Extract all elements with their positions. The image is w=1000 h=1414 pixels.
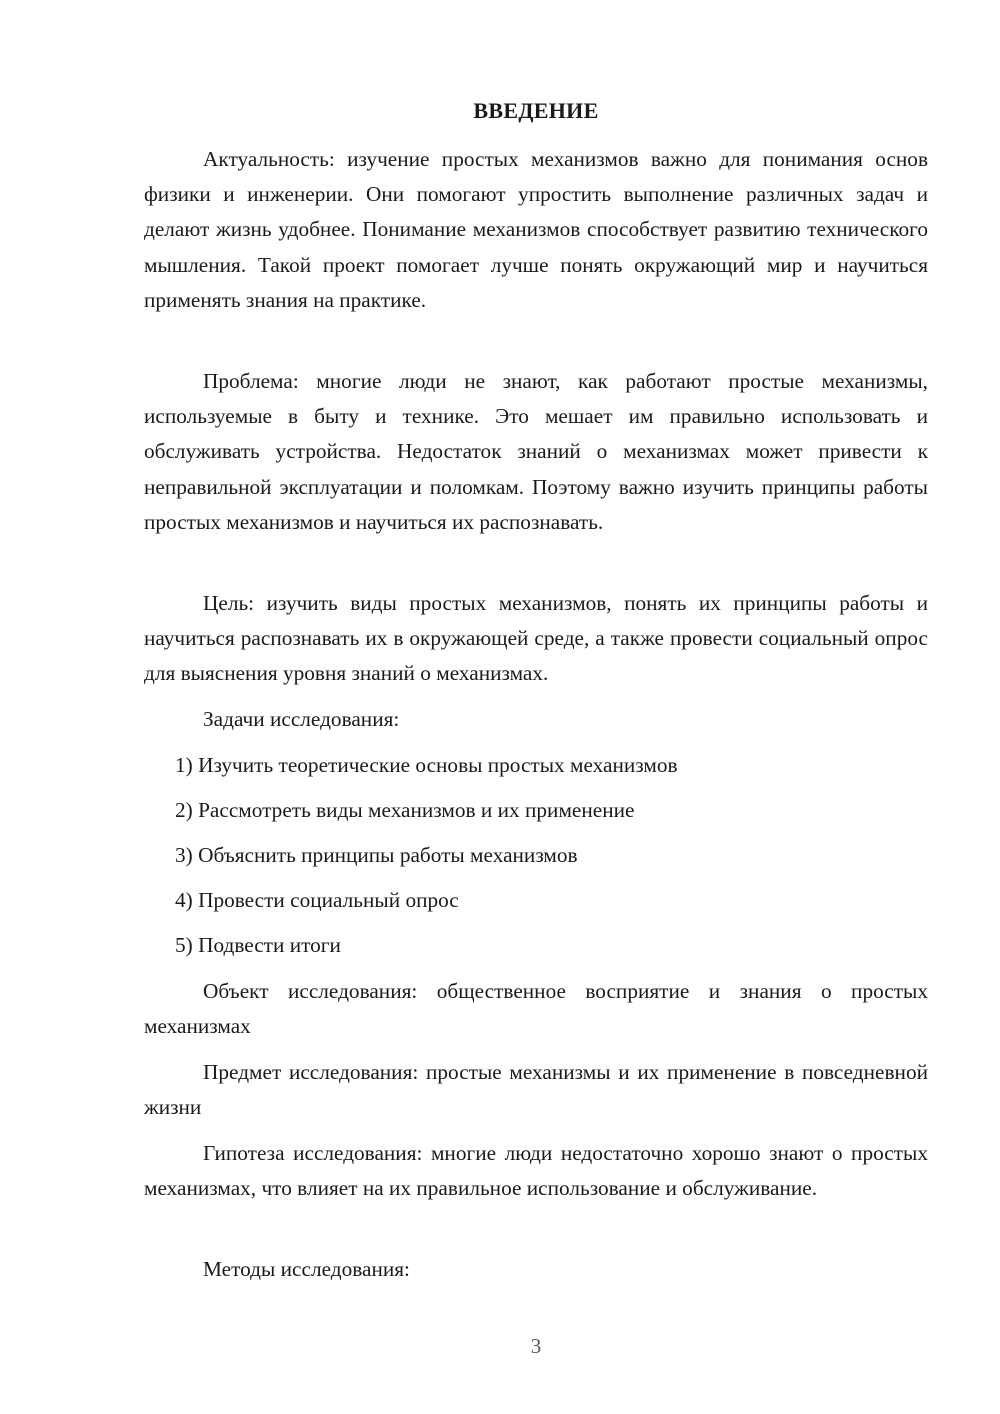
- document-page: [144, 0, 928, 1414]
- task-list-item: 4) Провести социальный опрос: [175, 888, 459, 912]
- page-title: ВВЕДЕНИЕ: [473, 98, 599, 123]
- tasks-heading: Задачи исследования:: [203, 707, 400, 731]
- page-number: 3: [530, 1334, 542, 1358]
- task-list-item: 3) Объяснить принципы работы механизмов: [175, 843, 578, 867]
- task-list-item: 2) Рассмотреть виды механизмов и их применение: [175, 798, 635, 822]
- methods-heading: Методы исследования:: [203, 1257, 410, 1281]
- task-list-item: 5) Подвести итоги: [175, 933, 341, 957]
- problem-paragraph: Проблема: многие люди не знают, как работают простые механизмы, используемые в быту и технике. Это мешает им правильно использовать и обслуживать устройства. Недостаток знаний о механизмах может привести к неправильной эксплуатации и поломкам. Поэтому важно изучить принципы работы простых механизмов и научиться их распознавать.: [144, 369, 928, 534]
- subject-paragraph: Предмет исследования: простые механизмы и их применение в повседневной жизни: [144, 1060, 928, 1120]
- task-list-item: 1) Изучить теоретические основы простых механизмов: [175, 753, 678, 777]
- goal-paragraph: Цель: изучить виды простых механизмов, понять их принципы работы и научиться распознавать их в окружающей среде, а также провести социальный опрос для выяснения уровня знаний о механизмах.: [144, 591, 928, 686]
- object-paragraph: Объект исследования: общественное восприятие и знания о простых механизмах: [144, 979, 928, 1039]
- relevance-paragraph: Актуальность: изучение простых механизмов важно для понимания основ физики и инженерии. Они помогают упростить выполнение различных задач и делают жизнь удобнее. Понимание механизмов способствует развитию технического мышления. Такой проект помогает лучше понять окружающий мир и научиться применять знания на практике.: [144, 147, 928, 312]
- hypothesis-paragraph: Гипотеза исследования: многие люди недостаточно хорошо знают о простых механизмах, что влияет на их правильное использование и обслуживание.: [144, 1141, 928, 1201]
